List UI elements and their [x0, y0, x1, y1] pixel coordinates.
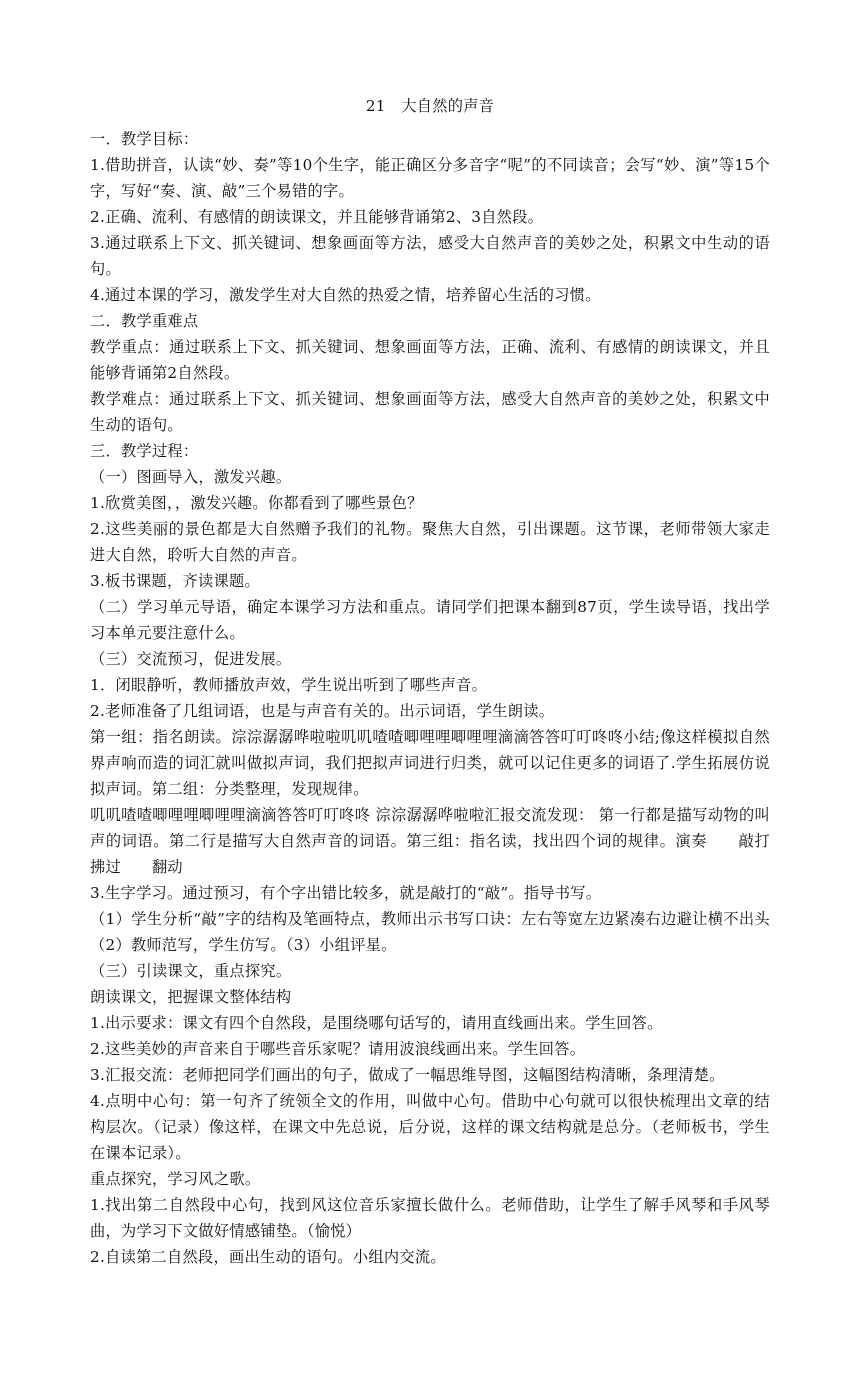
paragraph: 3.板书课题，齐读课题。 — [90, 572, 260, 590]
paragraph: 1.找出第二自然段中心句，找到风这位音乐家擅长做什么。老师借助，让学生了解手风琴和手风琴曲，为学习下文做好情感铺垫。（愉悦） — [90, 1196, 770, 1240]
section-heading-key-points: 二．教学重难点 — [90, 312, 199, 330]
paragraph: （二）学习单元导语，确定本课学习方法和重点。请同学们把课本翻到87页，学生读导语，找出学习本单元要注意什么。 — [90, 598, 770, 642]
paragraph: 教学重点：通过联系上下文、抓关键词、想象画面等方法，正确、流利、有感情的朗读课文，并且能够背诵第2自然段。 — [90, 338, 770, 382]
paragraph: （三）引读课文，重点探究。 — [90, 962, 292, 980]
section-heading-process: 三．教学过程： — [90, 442, 199, 460]
lesson-title: 21 大自然的声音 — [365, 97, 495, 115]
paragraph: 3.通过联系上下文、抓关键词、想象画面等方法，感受大自然声音的美妙之处，积累文中生动的语句。 — [90, 234, 770, 278]
paragraph: 2.正确、流利、有感情的朗读课文，并且能够背诵第2、3自然段。 — [90, 208, 544, 226]
paragraph: 3.汇报交流：老师把同学们画出的句子，做成了一幅思维导图，这幅图结构清晰，条理清楚。 — [90, 1066, 725, 1084]
paragraph: 4.通过本课的学习，激发学生对大自然的热爱之情，培养留心生活的习惯。 — [90, 286, 601, 304]
paragraph: 1．闭眼静听，教师播放声效，学生说出听到了哪些声音。 — [90, 676, 488, 694]
paragraph: 教学难点：通过联系上下文、抓关键词、想象画面等方法，感受大自然声音的美妙之处，积累文中生动的语句。 — [90, 390, 770, 434]
paragraph: 2.这些美妙的声音来自于哪些音乐家呢？请用波浪线画出来。学生回答。 — [90, 1040, 586, 1058]
paragraph: 1.欣赏美图，，激发兴趣。你都看到了哪些景色？ — [90, 494, 423, 512]
paragraph: 4.点明中心句：第一句齐了统领全文的作用，叫做中心句。借助中心句就可以很快梳理出文章的结构层次。（记录）像这样，在课文中先总说，后分说，这样的课文结构就是总分。（老师板书，学生在课本记录）。 — [90, 1092, 770, 1162]
paragraph: 第一组：指名朗读。淙淙潺潺哗啦啦叽叽喳喳唧哩哩唧哩哩滴滴答答叮叮咚咚小结;像这样模拟自然界声响而造的词汇就叫做拟声词，我们把拟声词进行归类，就可以记住更多的词语了.学生拓展仿说拟声词。第二组：分类整理，发现规律。 — [90, 728, 770, 798]
paragraph: 朗读课文，把握课文整体结构 — [90, 988, 292, 1006]
paragraph: 重点探究，学习风之歌。 — [90, 1170, 261, 1188]
document-page — [90, 86, 770, 1270]
paragraph: （1）学生分析“敲”字的结构及笔画特点，教师出示书写口诀：左右等宽左边紧凑右边避让横不出头（2）教师范写，学生仿写。（3）小组评星。 — [90, 910, 770, 954]
paragraph: （一）图画导入，激发兴趣。 — [90, 468, 292, 486]
paragraph: （三）交流预习，促进发展。 — [90, 650, 292, 668]
paragraph: 3.生字学习。通过预习，有个字出错比较多，就是敲打的“敲”。指导书写。 — [90, 884, 602, 902]
paragraph: 2.老师准备了几组词语，也是与声音有关的。出示词语，学生朗读。 — [90, 702, 555, 720]
paragraph: 1.借助拼音，认读“妙、奏”等10个生字，能正确区分多音字“呢”的不同读音；会写“妙、演”等15个字，写好“奏、演、敲”三个易错的字。 — [90, 156, 770, 200]
paragraph: 叽叽喳喳唧哩哩唧哩哩滴滴答答叮叮咚咚 淙淙潺潺哗啦啦汇报交流发现： 第一行都是描写动物的叫声的词语。第二行是描写大自然声音的词语。第三组：指名读，找出四个词的规律。演奏 敲打拂过 翻动 — [90, 806, 770, 876]
paragraph: 2.这些美丽的景色都是大自然赠予我们的礼物。聚焦大自然，引出课题。这节课，老师带领大家走进大自然，聆听大自然的声音。 — [90, 520, 770, 564]
paragraph: 1.出示要求：课文有四个自然段，是围绕哪句话写的，请用直线画出来。学生回答。 — [90, 1014, 663, 1032]
paragraph: 2.自读第二自然段，画出生动的语句。小组内交流。 — [90, 1248, 446, 1266]
section-heading-goals: 一．教学目标： — [90, 130, 199, 148]
